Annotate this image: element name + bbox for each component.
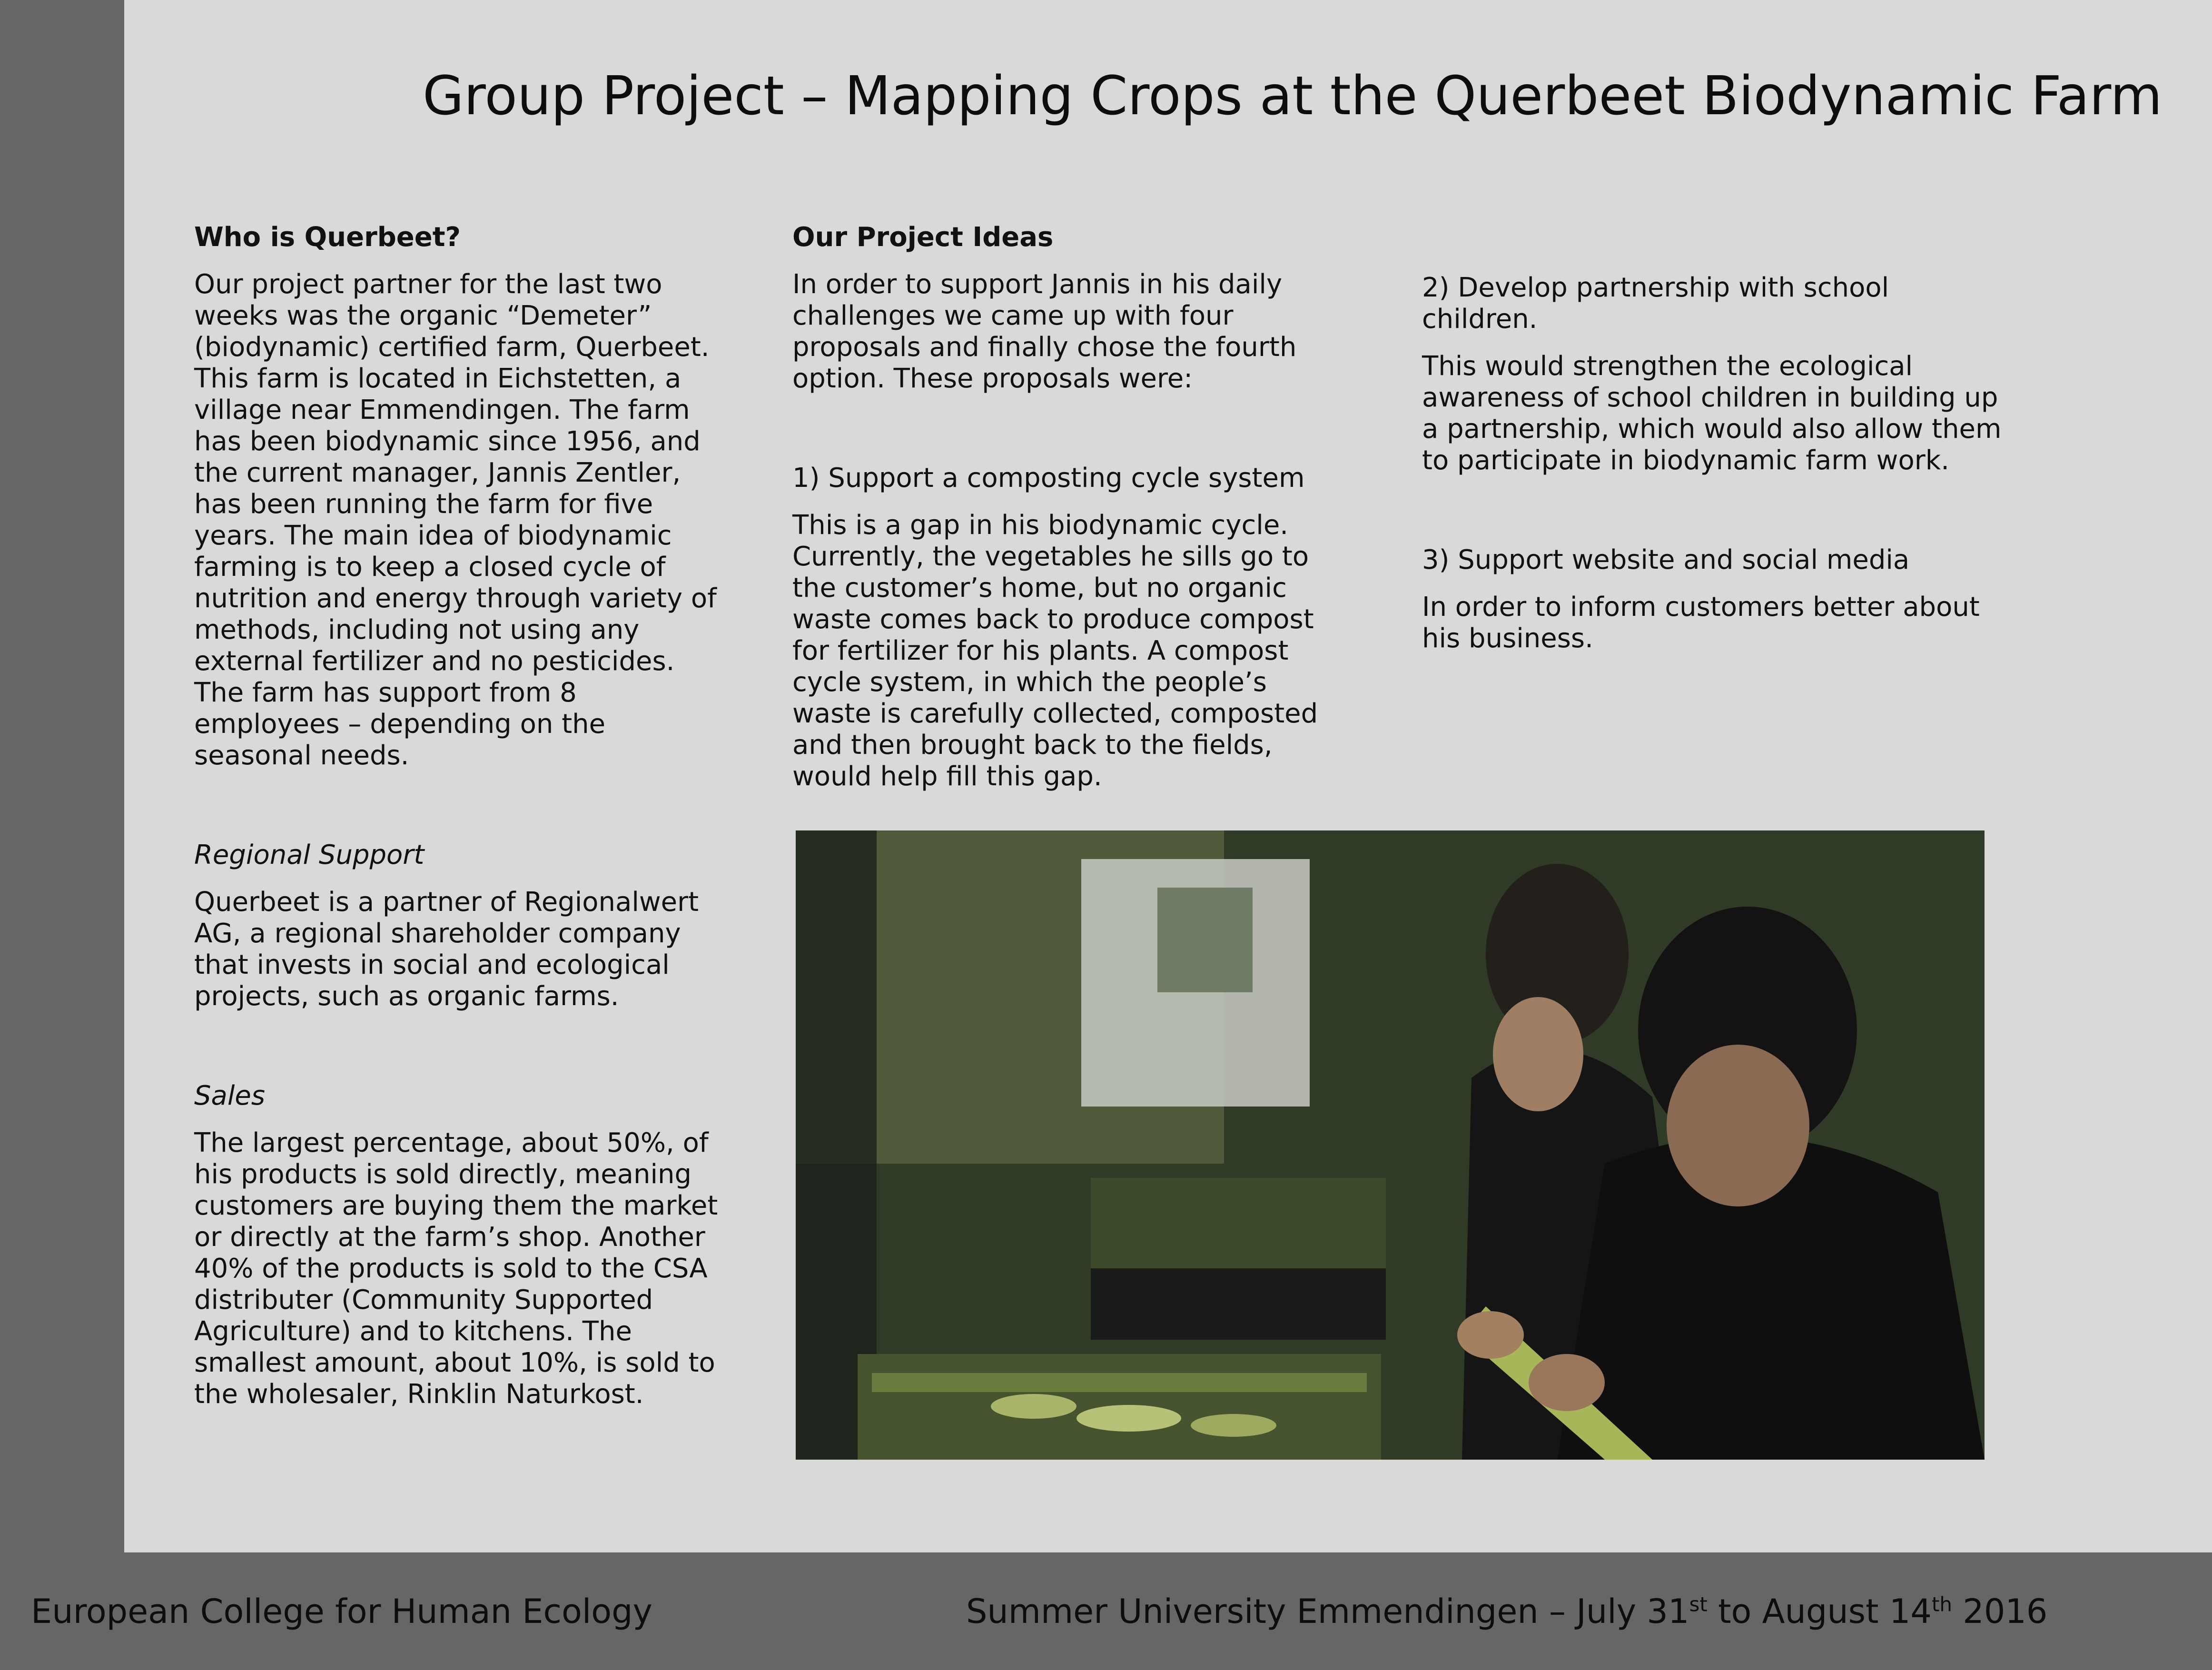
column-proposals-2-3 bbox=[1422, 272, 2012, 670]
column-project-ideas bbox=[792, 222, 1325, 808]
column-who-is-querbeet bbox=[194, 222, 727, 1426]
photo-illustration bbox=[796, 830, 1985, 1460]
footer-event-dates bbox=[966, 1592, 2047, 1631]
farm-workers-photo bbox=[796, 830, 1985, 1460]
proposal-2-text: This would strengthen the ecological awareness of school children in building up a partnership, which would also allow them to participate in biodynamic farm work. bbox=[1422, 351, 2002, 476]
footer-sup-st: st bbox=[1689, 1592, 1708, 1616]
proposal-1-heading: 1) Support a composting cycle system bbox=[792, 463, 1305, 494]
heading-regional-support: Regional Support bbox=[194, 840, 425, 870]
footer-dates-suffix: 2016 bbox=[1952, 1592, 2048, 1631]
footer-dates-mid: to August 14 bbox=[1707, 1592, 1932, 1631]
heading-sales: Sales bbox=[194, 1080, 266, 1111]
left-sidebar-band bbox=[0, 0, 124, 1552]
intro-paragraph: Our project partner for the last two weeks was the organic “Demeter” (biodynamic) certified farm, Querbeet. This farm is located in Eichstetten, a village near Emmendingen. The farm has been biodynamic since 1956, and the current manager, Jannis Zentler, has been running the farm for five years. The main idea of biodynamic farming is to keep a closed cycle of nutrition and energy through variety of methods, including not using any external fertilizer and no pesticides. The farm has support from 8 employees – depending on the seasonal needs. bbox=[194, 269, 717, 771]
proposal-3-heading: 3) Support website and social media bbox=[1422, 544, 1910, 575]
proposal-3-text: In order to inform customers better about his business. bbox=[1422, 592, 1980, 654]
footer-dates-prefix: Summer University Emmendingen – July 31 bbox=[966, 1592, 1689, 1631]
heading-project-ideas: Our Project Ideas bbox=[792, 222, 1054, 253]
heading-who-is-querbeet: Who is Querbeet? bbox=[194, 222, 461, 253]
footer-college-name: European College for Human Ecology bbox=[31, 1592, 652, 1631]
proposal-1-text: This is a gap in his biodynamic cycle. Currently, the vegetables he sills go to the customer’s home, but no organic waste comes back to produce compost for fertilizer for his plants. A compost cycle system, in which the people’s waste is carefully collected, composted and then brought back to the fields, would help fill this gap. bbox=[792, 510, 1318, 792]
proposal-2-heading: 2) Develop partnership with school children. bbox=[1422, 272, 1889, 335]
footer-sup-th: th bbox=[1931, 1592, 1953, 1616]
poster-title: Group Project – Mapping Crops at the Querbeet Biodynamic Farm bbox=[423, 65, 2163, 127]
sales-paragraph: The largest percentage, about 50%, of his products is sold directly, meaning customers are buying them the market or directly at the farm’s shop. Another 40% of the products is sold to the CSA distributer (Community Supported Agriculture) and to kitchens. The smallest amount, about 10%, is sold to the wholesaler, Rinklin Naturkost. bbox=[194, 1127, 718, 1410]
project-ideas-intro: In order to support Jannis in his daily challenges we came up with four proposals and finally chose the fourth option. These proposals were: bbox=[792, 269, 1297, 394]
regional-support-paragraph: Querbeet is a partner of Regionalwert AG, a regional shareholder company that invests in social and ecological projects, such as organic farms. bbox=[194, 887, 699, 1012]
